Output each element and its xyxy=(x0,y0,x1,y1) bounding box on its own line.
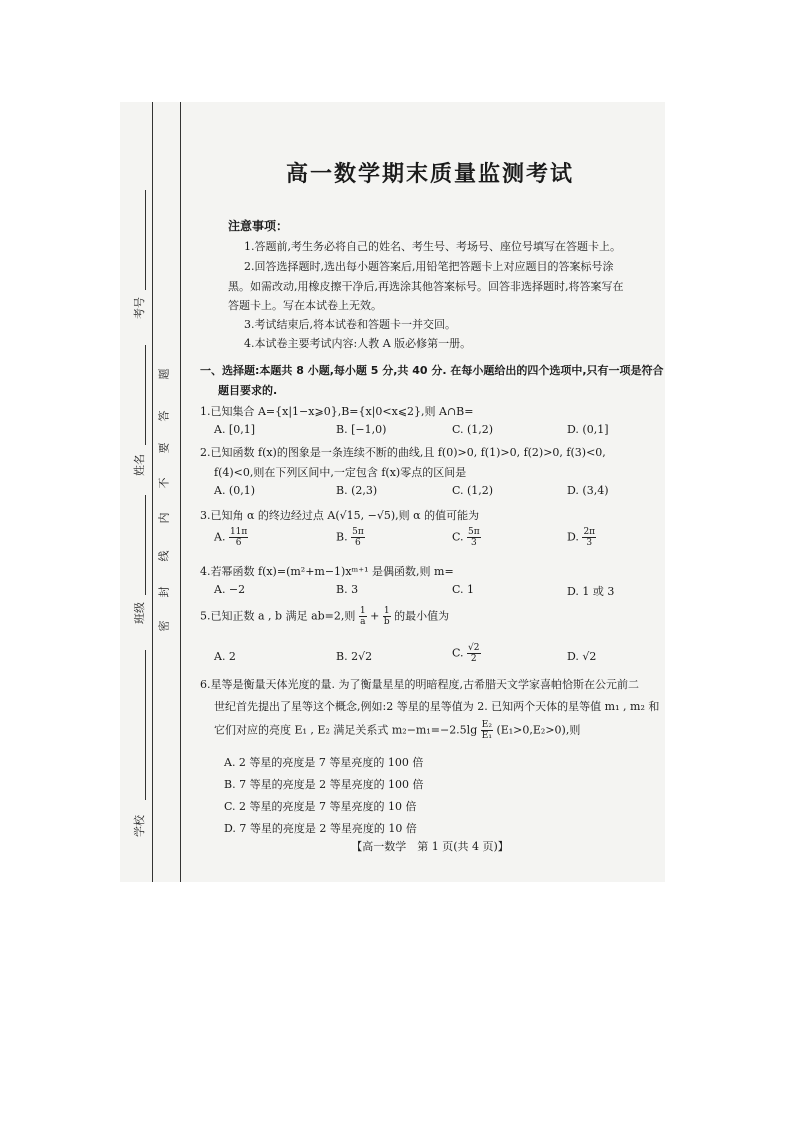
notice-heading: 注意事项： xyxy=(228,219,289,233)
question-5-option-a[interactable]: A. 2 xyxy=(214,650,236,663)
question-3-option-a[interactable] xyxy=(214,527,248,548)
question-4-option-c[interactable]: C. 1 xyxy=(452,583,475,596)
option-letter: D. xyxy=(567,530,579,544)
question-3-stem: 3.已知角 α 的终边经过点 A(√15, −√5),则 α 的值可能为 xyxy=(200,509,480,522)
section-heading: 一、选择题:本题共 8 小题,每小题 5 分,共 40 分. 在每小题给出的四个选项中,只有一项是符合 xyxy=(200,364,664,377)
question-4-option-b[interactable]: B. 3 xyxy=(336,583,359,596)
option-letter: B. xyxy=(336,530,348,544)
notice-item: 3.考试结束后,将本试卷和答题卡一并交回。 xyxy=(244,318,456,331)
question-1-option-c[interactable]: C. (1,2) xyxy=(452,423,494,436)
question-2-option-c[interactable]: C. (1,2) xyxy=(452,484,494,497)
school-label: 学校 xyxy=(133,815,146,837)
question-2-stem: 2.已知函数 f(x)的图象是一条连续不断的曲线,且 f(0)>0, f(1)>0, f(2)>0, f(3)<0, xyxy=(200,446,606,459)
notice-item: 1.答题前,考生务必将自己的姓名、考生号、考场号、座位号填写在答题卡上。 xyxy=(244,240,621,253)
school-field[interactable] xyxy=(145,650,146,800)
question-1-stem: 1.已知集合 A={x|1−x⩾0},B={x|0<x⩽2},则 A∩B= xyxy=(200,405,474,418)
exam-number-label: 考号 xyxy=(133,297,146,319)
seal-char: 线 xyxy=(157,550,171,562)
binding-line-inner xyxy=(180,102,181,882)
question-2-option-d[interactable]: D. (3,4) xyxy=(567,484,609,497)
question-5-stem: 5.已知正数 a , b 满足 ab=2,则 $\frac{1}{a}$ + $\frac{1}{b}$ 的最小值为 xyxy=(200,606,450,627)
question-6-stem-cont: 世纪首先提出了星等这个概念,例如:2 等星的星等值为 2. 已知两个天体的星等值 m₁ , m₂ 和 xyxy=(214,700,660,713)
seal-char: 内 xyxy=(157,512,171,524)
notice-item: 4.本试卷主要考试内容:人教 A 版必修第一册。 xyxy=(244,337,472,350)
notice-item: 2.回答选择题时,选出每小题答案后,用铅笔把答题卡上对应题目的答案标号涂 xyxy=(244,260,614,273)
question-3-option-b[interactable] xyxy=(336,527,365,548)
option-letter: C. xyxy=(452,530,464,544)
option-letter: A. xyxy=(214,530,226,544)
option-fraction: $\frac{5\pi}{6}$ xyxy=(352,527,364,548)
question-2-stem-cont: f(4)<0,则在下列区间中,一定包含 f(x)零点的区间是 xyxy=(214,466,467,479)
option-fraction: $\frac{11\pi}{6}$ xyxy=(229,527,248,548)
question-6-option-b[interactable]: B. 7 等星的亮度是 2 等星亮度的 100 倍 xyxy=(224,778,424,791)
notice-item: 答题卡上。写在本试卷上无效。 xyxy=(228,299,382,312)
question-6-stem: 6.星等是衡量天体光度的量. 为了衡量星星的明暗程度,古希腊天文学家喜帕恰斯在公元前二 xyxy=(200,678,639,691)
option-fraction: $\frac{2\pi}{3}$ xyxy=(583,527,596,548)
question-6-option-a[interactable]: A. 2 等星的亮度是 7 等星亮度的 100 倍 xyxy=(224,756,424,769)
seal-char: 题 xyxy=(157,368,171,380)
section-heading-cont: 题目要求的. xyxy=(218,384,278,397)
question-6-option-c[interactable]: C. 2 等星的亮度是 7 等星亮度的 10 倍 xyxy=(224,800,417,813)
question-2-option-b[interactable]: B. (2,3) xyxy=(336,484,378,497)
question-1-option-b[interactable]: B. [−1,0) xyxy=(336,423,387,436)
question-2-option-a[interactable]: A. (0,1) xyxy=(214,484,256,497)
question-3-option-c[interactable] xyxy=(452,527,481,548)
class-field[interactable] xyxy=(145,495,146,595)
question-3-option-d[interactable] xyxy=(567,527,596,548)
exam-title: 高一数学期末质量监测考试 xyxy=(285,162,574,187)
question-6-option-d[interactable]: D. 7 等星的亮度是 2 等星亮度的 10 倍 xyxy=(224,822,417,835)
question-4-stem: 4.若幂函数 f(x)=(m²+m−1)xᵐ⁺¹ 是偶函数,则 m= xyxy=(200,565,454,578)
question-1-option-a[interactable]: A. [0,1] xyxy=(214,423,256,436)
question-4-option-d[interactable]: D. 1 或 3 xyxy=(567,585,615,598)
page-footer: 【高一数学 第 1 页(共 4 页)】 xyxy=(351,840,509,853)
name-label: 姓名 xyxy=(133,454,146,476)
seal-char: 密 xyxy=(157,620,171,632)
notice-item: 黑。如需改动,用橡皮擦干净后,再选涂其他答案标号。回答非选择题时,将答案写在 xyxy=(228,280,624,293)
option-fraction: $\frac{√2}{2}$ xyxy=(468,643,480,664)
question-5-option-c[interactable]: C. $\frac{√2}{2}$ xyxy=(452,643,480,664)
exam-number-field[interactable] xyxy=(145,190,146,290)
seal-char: 答 xyxy=(157,410,171,422)
question-1-option-d[interactable]: D. (0,1] xyxy=(567,423,609,436)
binding-line-outer xyxy=(152,102,153,882)
name-field[interactable] xyxy=(145,345,146,445)
question-6-stem-last: 它们对应的亮度 E₁ , E₂ 满足关系式 m₂−m₁=−2.5lg $\frac{\text{E₂}}{\text{E₁}}$ (E₁>0,E₂>0),则 xyxy=(214,720,581,741)
stem-fraction: $\frac{1}{b}$ xyxy=(383,606,390,627)
class-label: 班级 xyxy=(133,602,146,624)
question-5-option-d[interactable]: D. √2 xyxy=(567,650,597,663)
seal-char: 封 xyxy=(157,586,171,598)
stem-fraction: $\frac{1}{a}$ xyxy=(359,606,366,627)
option-fraction: $\frac{5\pi}{3}$ xyxy=(468,527,480,548)
stem-fraction: $\frac{\text{E₂}}{\text{E₁}}$ xyxy=(481,720,492,741)
seal-char: 不 xyxy=(157,477,171,489)
question-5-option-b[interactable]: B. 2√2 xyxy=(336,650,373,663)
seal-char: 要 xyxy=(157,442,171,454)
question-4-option-a[interactable]: A. −2 xyxy=(214,583,246,596)
